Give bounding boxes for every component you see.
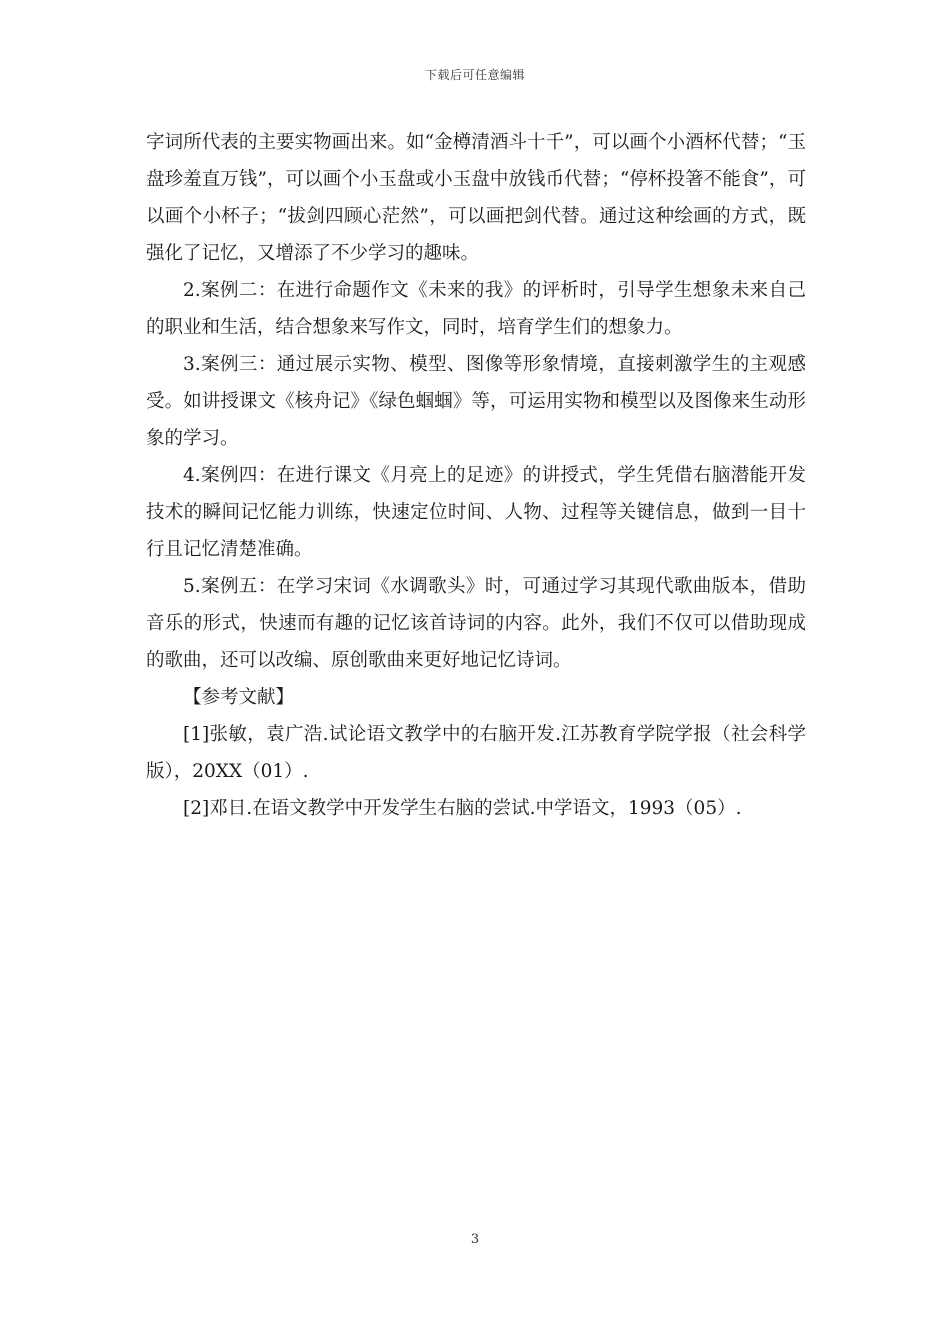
paragraph-continuation: 字词所代表的主要实物画出来。如“金樽清酒斗十千”，可以画个小酒杯代替；“玉盘珍羞直万钱”，可以画个小玉盘或小玉盘中放钱币代替；“停杯投箸不能食”，可以画个小杯子；“拔剑四顾心茫然”，可以画把剑代替。通过这种绘画的方式，既强化了记忆，又增添了不少学习的趣味。 — [146, 132, 806, 264]
page-header: 下载后可任意编辑 — [424, 68, 525, 82]
paragraph-case-3: 3.案例三：通过展示实物、模型、图像等形象情境，直接刺激学生的主观感受。如讲授课文《核舟记》《绿色蝈蝈》等，可运用实物和模型以及图像来生动形象的学习。 — [146, 354, 806, 449]
paragraph-case-4: 4.案例四：在进行课文《月亮上的足迹》的讲授式，学生凭借右脑潜能开发技术的瞬间记忆能力训练，快速定位时间、人物、过程等关键信息，做到一目十行且记忆清楚准确。 — [146, 465, 806, 560]
reference-item-1: [1]张敏，袁广浩.试论语文教学中的右脑开发.江苏教育学院学报（社会科学版），20XX（01）. — [146, 724, 806, 782]
reference-item-2: [2]邓日.在语文教学中开发学生右脑的尝试.中学语文，1993（05）. — [183, 798, 742, 819]
references-heading: 【参考文献】 — [183, 687, 295, 708]
document-body — [146, 124, 806, 827]
paragraph-case-5: 5.案例五：在学习宋词《水调歌头》时，可通过学习其现代歌曲版本，借助音乐的形式，快速而有趣的记忆该首诗词的内容。此外，我们不仅可以借助现成的歌曲，还可以改编、原创歌曲来更好地记忆诗词。 — [146, 576, 806, 671]
page-number: 3 — [470, 1232, 480, 1247]
paragraph-case-2: 2.案例二：在进行命题作文《未来的我》的评析时，引导学生想象未来自己的职业和生活，结合想象来写作文，同时，培育学生们的想象力。 — [146, 280, 806, 338]
